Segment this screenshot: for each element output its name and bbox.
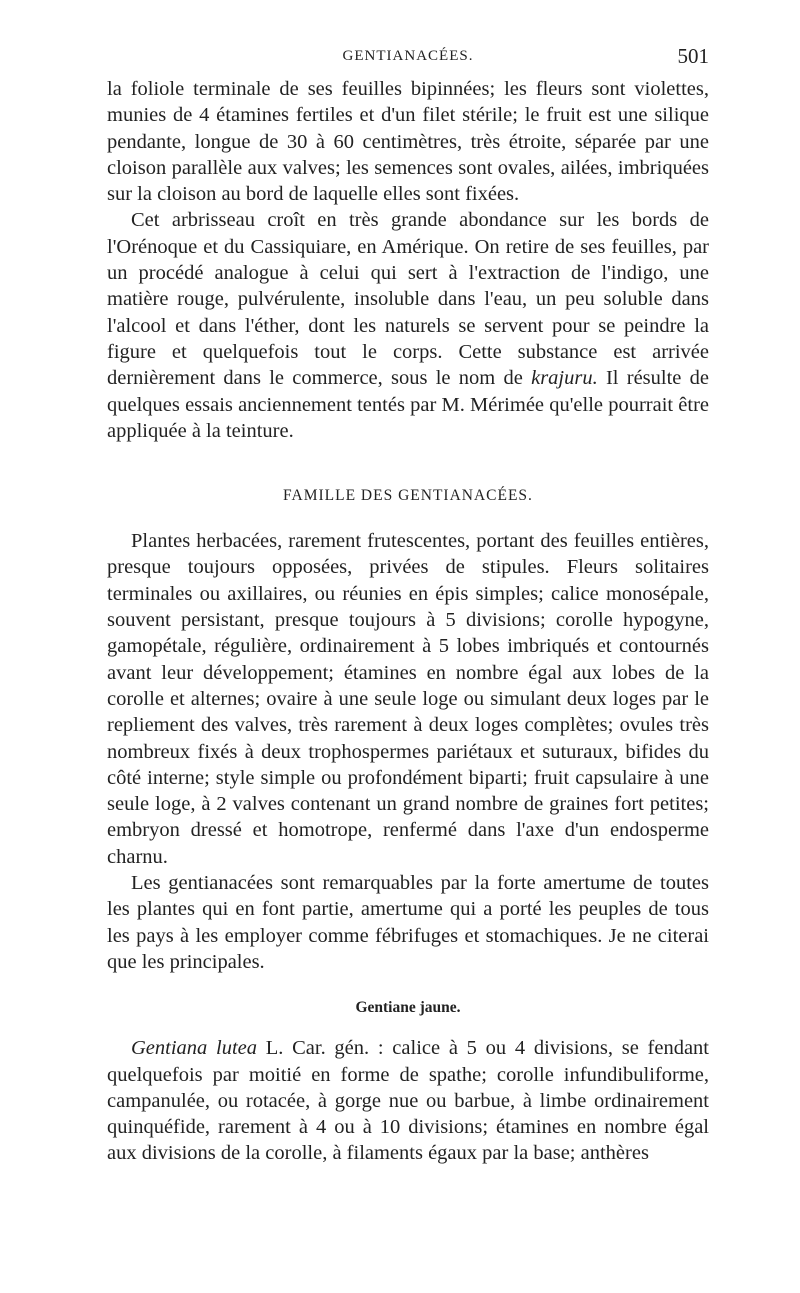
paragraph-properties: Les gentianacées sont remarquables par la forte amertume de toutes les plantes qui en font partie, amertume qui a porté les peuples de tous les pays à les employer comme fébrifuges et stomachiques. Je ne citerai que les principales. bbox=[107, 872, 709, 973]
paragraph-krajuru bbox=[107, 207, 709, 444]
paragraph-text: Il résulte de quelques essais anciennement tentés par M. Mérimée qu'elle pourrait être appliquée à la teinture. bbox=[107, 367, 710, 442]
page-number: 501 bbox=[677, 44, 709, 68]
section-heading: FAMILLE DES GENTIANACÉES. bbox=[283, 487, 533, 505]
paragraph-family-description: Plantes herbacées, rarement frutescentes, portant des feuilles entières, presque toujours opposées, privées de stipules. Fleurs solitaires terminales ou axillaires, ou réunies en épis simples; calice monosépale, souvent persistant, presque toujours à 5 divisions; corolle hypogyne, gamopétale, régulière, ordinairement à 5 lobes imbriqués et contournés avant leur développement; étamines en nombre égal aux lobes de la corolle et alternes; ovaire à une seule loge ou simulant deux loges par le repliement des valves, très rarement à deux loges complètes; ovules très nombreux fixés à deux trophospermes pariétaux et suturaux, bifides du côté interne; style simple ou profondément biparti; fruit capsulaire à une seule loge, à 2 valves contenant un grand nombre de graines fort petites; embryon dressé et homotrope, renfermé dans l'axe d'un endosperme charnu. bbox=[107, 530, 709, 868]
running-title: GENTIANACÉES. bbox=[342, 48, 474, 64]
italic-term: krajuru. bbox=[531, 367, 598, 390]
book-page bbox=[107, 42, 709, 1167]
subheading: Gentiane jaune. bbox=[355, 999, 461, 1017]
paragraph-text: L. Car. gén. : calice à 5 ou 4 divisions, se fendant quelquefois par moitié en forme de spathe; corolle infundibuliforme, campanulée, ou rotacée, à gorge nue ou barbue, à limbe ordinairement quinquéfide, rarement à 4 ou à 10 divisions; étamines en nombre égal aux divisions de la corolle, à filaments égaux par la base; anthères bbox=[107, 1037, 709, 1165]
running-header bbox=[107, 42, 709, 76]
paragraph-gentiana bbox=[107, 1035, 709, 1166]
paragraph-continued: la foliole terminale de ses feuilles bipinnées; les fleurs sont violettes, munies de 4 étamines fertiles et d'un filet stérile; le fruit est une silique pendante, longue de 30 à 60 centimètres, très étroite, séparée par une cloison parallèle aux valves; les semences sont ovales, ailées, imbriquées sur la cloison au bord de laquelle elles sont fixées. bbox=[107, 78, 709, 206]
italic-term: Gentiana lutea bbox=[131, 1037, 258, 1060]
paragraph-text: Cet arbrisseau croît en très grande abondance sur les bords de l'Orénoque et du Cassiquiare, en Amérique. On retire de ses feuilles, par un procédé analogue à celui qui sert à l'extraction de l'indigo, une matière rouge, pulvérulente, insoluble dans l'eau, un peu soluble dans l'alcool et dans l'éther, dont les naturels se servent pour se peindre la figure et quelquefois tout le corps. Cette substance est arrivée dernièrement dans le commerce, sous le nom de bbox=[107, 209, 709, 390]
